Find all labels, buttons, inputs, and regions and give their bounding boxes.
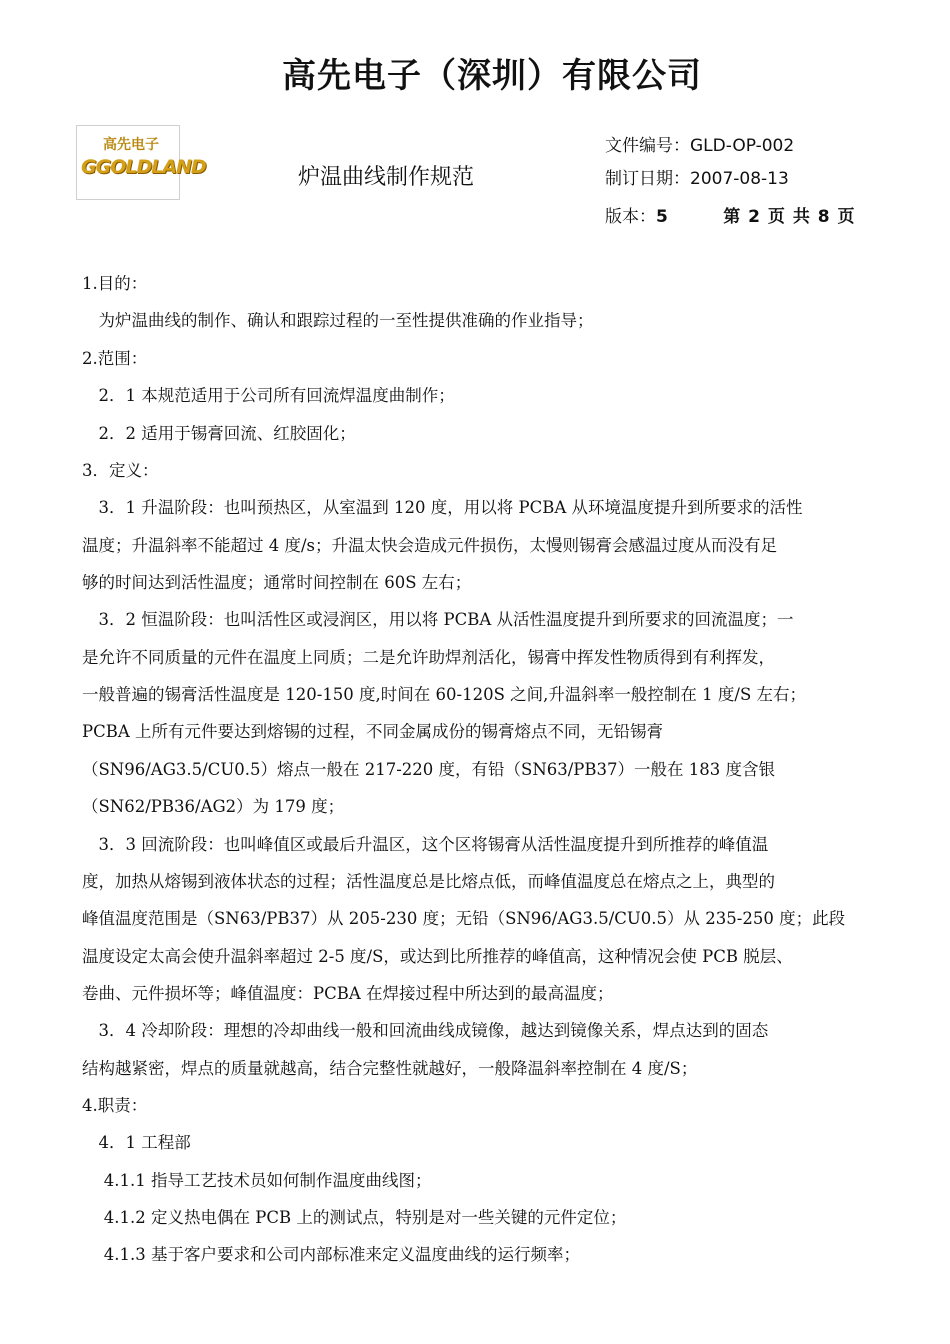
body-line: 4.1.1 指导工艺技术员如何制作温度曲线图； — [82, 1171, 432, 1190]
body-line: 3．2 恒温阶段：也叫活性区或浸润区，用以将 PCBA 从活性温度提升到所要求的回流温度；一 — [82, 610, 794, 629]
version-value: 5 — [656, 207, 668, 227]
body-line: （SN62/PB36/AG2）为 179 度； — [82, 797, 345, 816]
body-line: PCBA 上所有元件要达到熔锡的过程，不同金属成份的锡膏熔点不同，无铅锡膏 — [82, 722, 664, 741]
doc-number-label: 文件编号： — [605, 136, 690, 156]
body-line: 2．1 本规范适用于公司所有回流焊温度曲制作； — [82, 386, 455, 405]
body-line: 度，加热从熔锡到液体状态的过程；活性温度总是比熔点低，而峰值温度总在熔点之上，典型的 — [82, 872, 775, 891]
body-line: 一般普遍的锡膏活性温度是 120-150 度,时间在 60-120S 之间,升温斜率一般控制在 1 度/S 左右； — [82, 685, 806, 704]
body-line: 4．1 工程部 — [82, 1133, 191, 1152]
body-line: 4.1.3 基于客户要求和公司内部标准来定义温度曲线的运行频率； — [82, 1245, 580, 1264]
body-line: 为炉温曲线的制作、确认和跟踪过程的一至性提供准确的作业指导； — [82, 311, 594, 330]
body-line: （SN96/AG3.5/CU0.5）熔点一般在 217-220 度，有铅（SN63/PB37）一般在 183 度含银 — [82, 760, 776, 779]
logo-cn-text: 高先电子 — [103, 137, 159, 153]
body-line: 4.职责： — [82, 1096, 148, 1115]
body-line: 温度设定太高会使升温斜率超过 2-5 度/S，或达到比所推荐的峰值高，这种情况会使 PCB 脱层、 — [82, 947, 793, 966]
body-line: 1.目的： — [82, 274, 148, 293]
body-line: 峰值温度范围是（SN63/PB37）从 205-230 度；无铅（SN96/AG3.5/CU0.5）从 235-250 度；此段 — [82, 909, 846, 928]
body-line: 3．定义： — [82, 461, 159, 480]
body-line: 2.范围： — [82, 349, 148, 368]
company-logo — [76, 125, 206, 200]
body-line: 结构越紧密，焊点的质量就越高，结合完整性就越好，一般降温斜率控制在 4 度/S； — [82, 1059, 698, 1078]
body-line: 4.1.2 定义热电偶在 PCB 上的测试点，特别是对一些关键的元件定位； — [82, 1208, 627, 1227]
date-label: 制订日期： — [605, 169, 690, 189]
doc-number-row — [605, 131, 794, 156]
body-line: 温度；升温斜率不能超过 4 度/s；升温太快会造成元件损伤，太慢则锡膏会感温过度从而没有足 — [82, 536, 778, 555]
body-line: 卷曲、元件损坏等；峰值温度：PCBA 在焊接过程中所达到的最高温度； — [82, 984, 614, 1003]
body-line: 是允许不同质量的元件在温度上同质；二是允许助焊剂活化，锡膏中挥发性物质得到有利挥发， — [82, 648, 775, 667]
company-name: 高先电子（深圳）有限公司 — [282, 56, 702, 96]
document-title: 炉温曲线制作规范 — [298, 165, 475, 190]
page-info: 第 2 页 共 8 页 — [723, 207, 856, 227]
date-value: 2007-08-13 — [690, 169, 789, 189]
logo-en-text: GGOLDLAND — [81, 156, 206, 178]
body-line: 够的时间达到活性温度；通常时间控制在 60S 左右； — [82, 573, 472, 592]
version-label: 版本： — [605, 207, 656, 227]
body-line: 3．4 冷却阶段：理想的冷却曲线一般和回流曲线成镜像，越达到镜像关系，焊点达到的固态 — [82, 1021, 769, 1040]
doc-number: GLD-OP-002 — [690, 136, 795, 156]
date-row — [605, 164, 789, 189]
body-line: 3．1 升温阶段：也叫预热区，从室温到 120 度，用以将 PCBA 从环境温度提升到所要求的活性 — [82, 498, 803, 517]
body-line: 2．2 适用于锡膏回流、红胶固化； — [82, 424, 356, 443]
body-line: 3．3 回流阶段：也叫峰值区或最后升温区，这个区将锡膏从活性温度提升到所推荐的峰值温 — [82, 835, 769, 854]
version-row — [605, 202, 856, 227]
